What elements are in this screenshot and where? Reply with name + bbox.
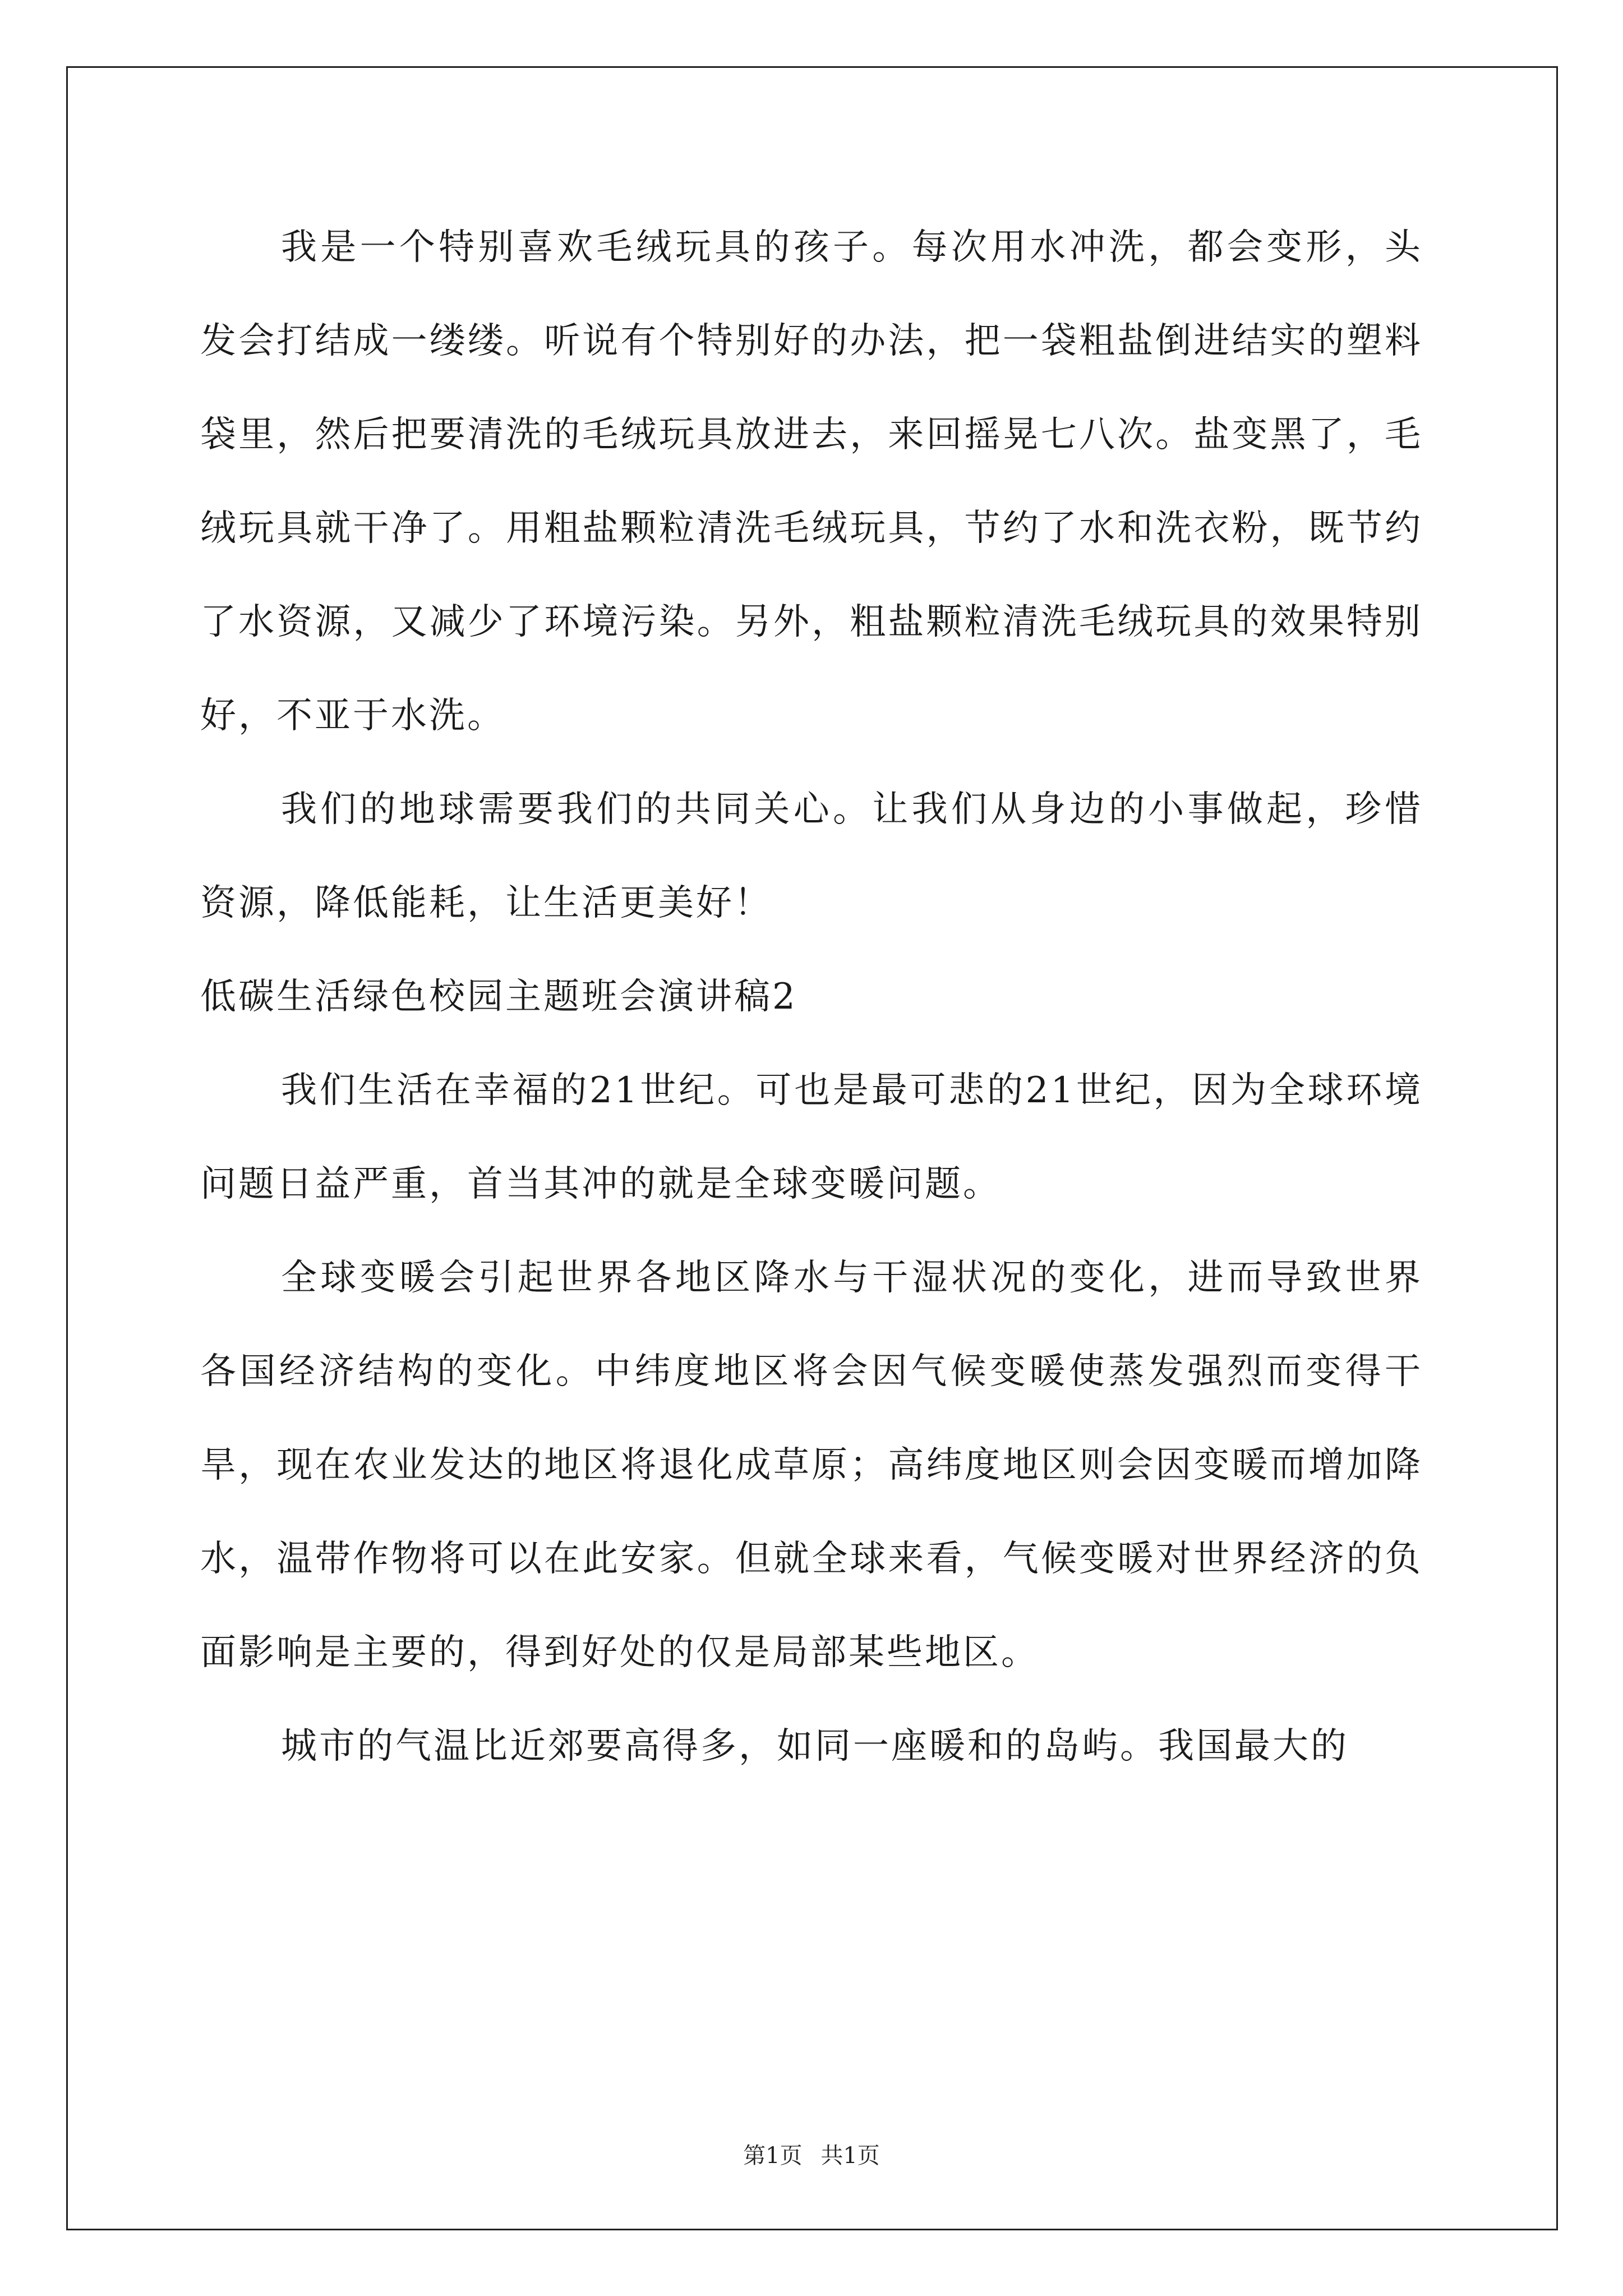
paragraph: 我们的地球需要我们的共同关心。让我们从身边的小事做起，珍惜资源，降低能耗，让生活更美好！ bbox=[200, 789, 1423, 924]
paragraph: 全球变暖会引起世界各地区降水与干湿状况的变化，进而导致世界各国经济结构的变化。中纬度地区将会因气候变暖使蒸发强烈而变得干旱，现在农业发达的地区将退化成草原；高纬度地区则会因变暖而增加降水，温带作物将可以在此安家。但就全球来看，气候变暖对世界经济的负面影响是主要的，得到好处的仅是局部某些地区。 bbox=[200, 1257, 1423, 1673]
paragraph: 城市的气温比近郊要高得多，如同一座暖和的岛屿。我国最大的 bbox=[281, 1726, 1349, 1767]
page-total: 共1页 bbox=[820, 2143, 880, 2169]
document-body bbox=[200, 201, 1423, 1793]
section-title: 低碳生活绿色校园主题班会演讲稿2 bbox=[200, 976, 797, 1018]
page-footer bbox=[0, 2142, 1623, 2170]
paragraph: 我是一个特别喜欢毛绒玩具的孩子。每次用水冲洗，都会变形，头发会打结成一缕缕。听说有个特别好的办法，把一袋粗盐倒进结实的塑料袋里，然后把要清洗的毛绒玩具放进去，来回摇晃七八次。盐变黑了，毛绒玩具就干净了。用粗盐颗粒清洗毛绒玩具，节约了水和洗衣粉，既节约了水资源，又减少了环境污染。另外，粗盐颗粒清洗毛绒玩具的效果特别好，不亚于水洗。 bbox=[200, 227, 1423, 737]
page-number: 第1页 bbox=[743, 2143, 803, 2169]
paragraph: 我们生活在幸福的21世纪。可也是最可悲的21世纪，因为全球环境问题日益严重，首当其冲的就是全球变暖问题。 bbox=[200, 1070, 1423, 1205]
